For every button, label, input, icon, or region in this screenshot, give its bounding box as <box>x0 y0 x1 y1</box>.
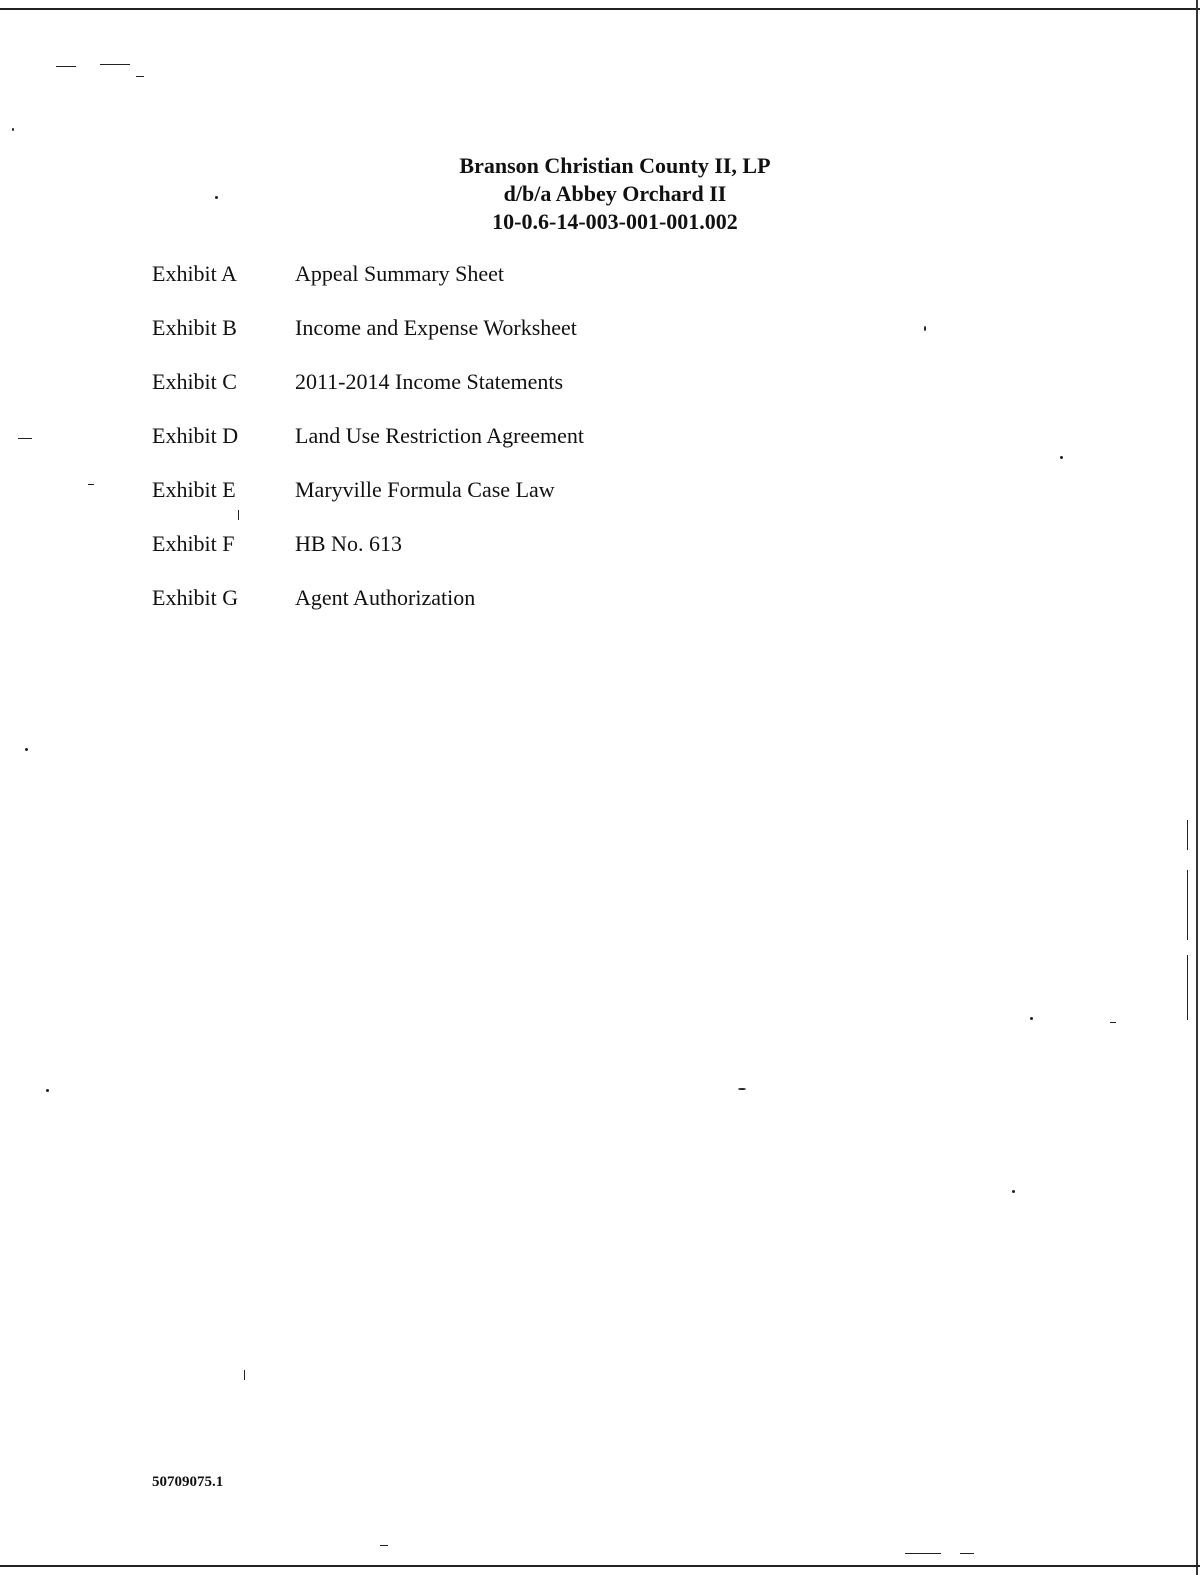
scan-mark <box>1187 955 1188 1020</box>
exhibit-row <box>152 368 852 422</box>
exhibit-label: Exhibit E <box>152 477 236 502</box>
scan-mark <box>56 66 76 67</box>
scan-edge-top <box>0 8 1200 10</box>
exhibit-row <box>152 314 852 368</box>
scan-edge-bottom <box>0 1565 1200 1567</box>
scan-mark <box>905 1553 941 1554</box>
scan-mark <box>18 438 32 439</box>
exhibit-label: Exhibit G <box>152 585 239 610</box>
exhibit-label: Exhibit F <box>152 531 235 556</box>
scan-mark <box>88 484 94 485</box>
scan-mark <box>1187 870 1188 940</box>
scan-speck <box>1060 456 1063 459</box>
exhibit-description: HB No. 613 <box>295 531 402 556</box>
exhibit-description: Agent Authorization <box>295 585 476 610</box>
exhibit-row <box>152 422 852 476</box>
exhibit-row <box>152 476 852 530</box>
scan-speck <box>25 748 28 751</box>
exhibit-description: Appeal Summary Sheet <box>295 261 504 286</box>
exhibit-description: Maryville Formula Case Law <box>295 477 555 502</box>
scan-speck <box>215 196 218 199</box>
scan-mark <box>380 1545 388 1546</box>
scan-edge-right <box>1196 0 1198 1575</box>
entity-name: Branson Christian County II, LP <box>459 153 771 178</box>
scan-mark <box>136 76 144 77</box>
document-header <box>380 152 850 236</box>
exhibit-label: Exhibit C <box>152 369 237 394</box>
scan-mark <box>244 1370 245 1380</box>
exhibit-row <box>152 260 852 314</box>
scan-speck <box>924 326 926 331</box>
scan-speck <box>46 1089 49 1092</box>
exhibit-label: Exhibit B <box>152 315 237 340</box>
exhibit-description: Income and Expense Worksheet <box>295 315 577 340</box>
exhibit-list <box>152 260 852 638</box>
exhibit-description: 2011-2014 Income Statements <box>295 369 564 394</box>
parcel-number: 10-0.6-14-003-001-001.002 <box>492 209 738 234</box>
scan-mark <box>100 64 130 65</box>
exhibit-label: Exhibit D <box>152 423 239 448</box>
dba-name: d/b/a Abbey Orchard II <box>503 181 727 206</box>
scan-mark <box>1187 820 1188 850</box>
document-number: 50709075.1 <box>152 1474 224 1490</box>
scan-mark <box>960 1553 974 1554</box>
scan-mark <box>1110 1022 1116 1023</box>
scan-speck <box>1012 1190 1015 1193</box>
scan-speck <box>12 128 14 131</box>
scan-speck <box>1030 1017 1033 1020</box>
exhibit-row <box>152 530 852 584</box>
exhibit-row <box>152 584 852 638</box>
exhibit-description: Land Use Restriction Agreement <box>295 423 584 448</box>
scan-speck <box>738 1088 746 1090</box>
exhibit-label: Exhibit A <box>152 261 237 286</box>
